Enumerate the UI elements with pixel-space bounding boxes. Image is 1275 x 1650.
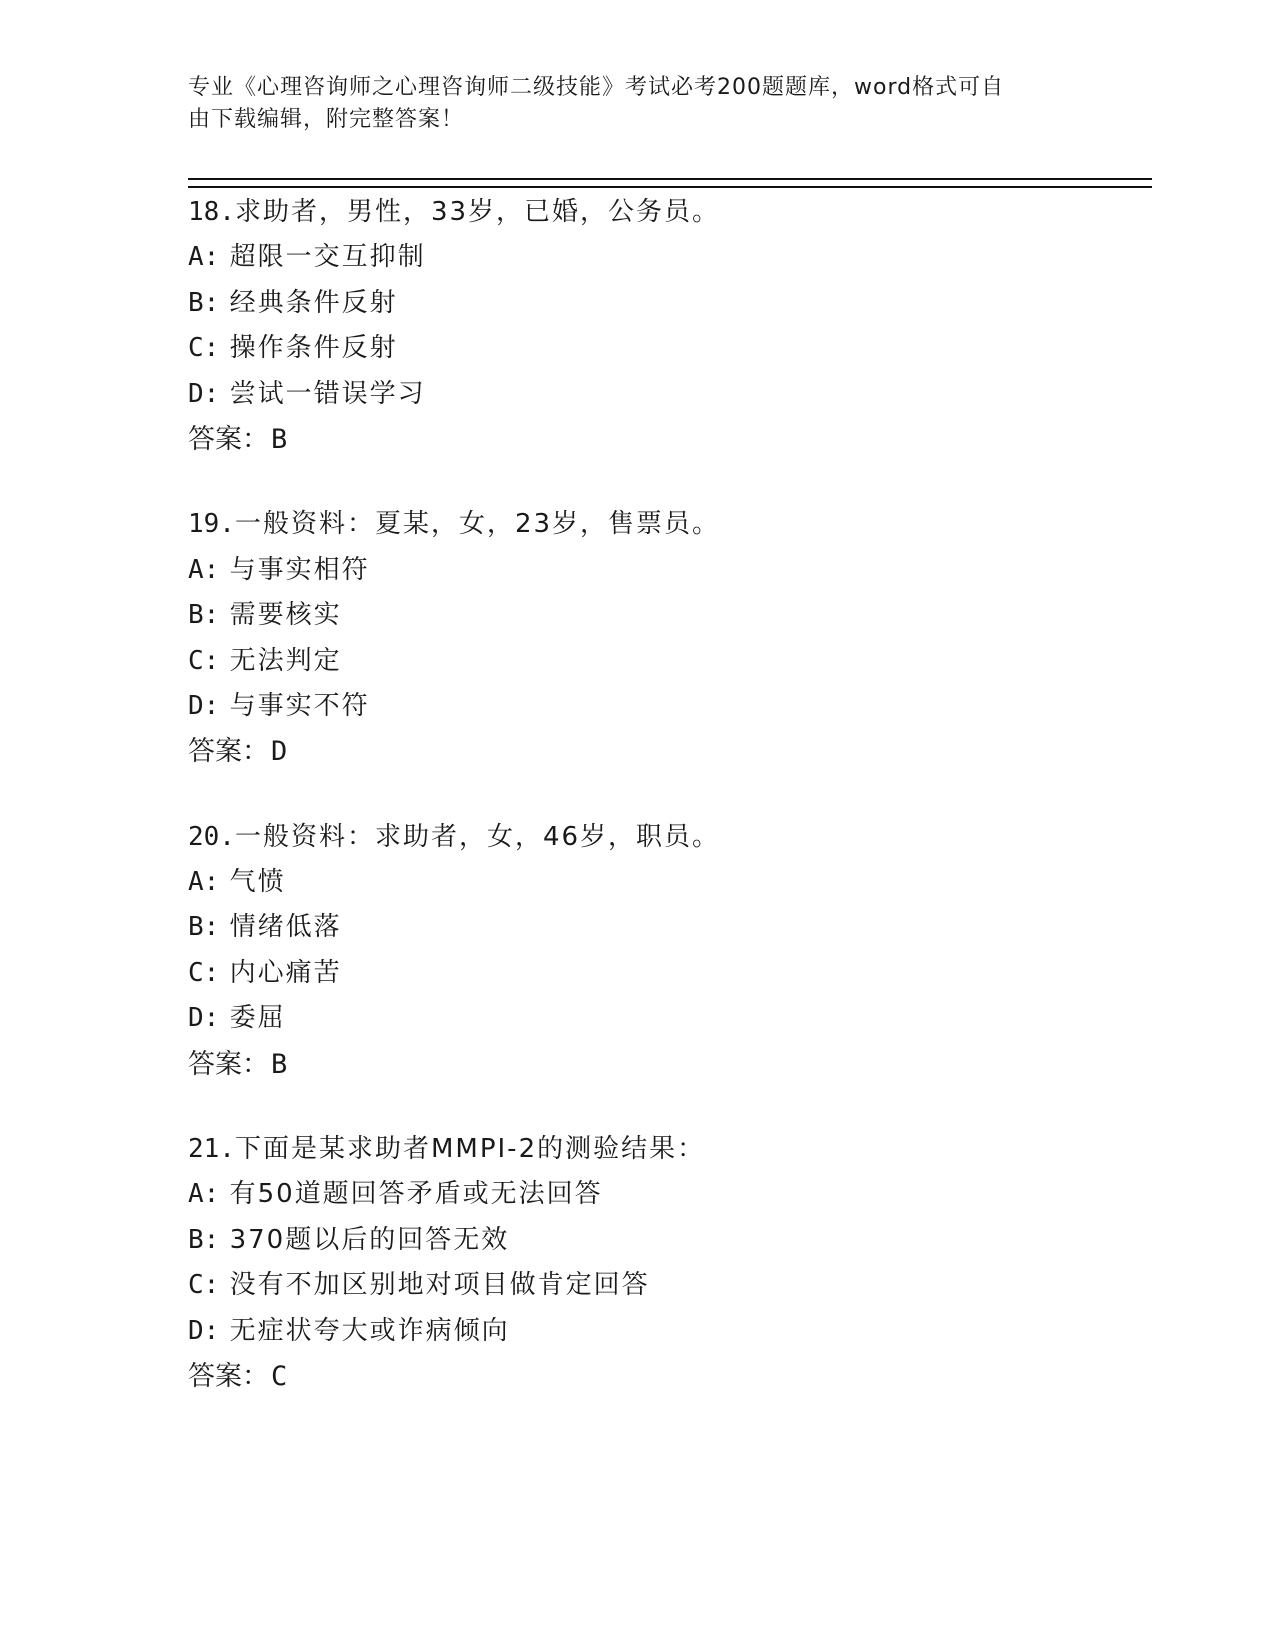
option-a xyxy=(188,860,1152,905)
question-stem xyxy=(188,815,1152,860)
option-text: 需要核实 xyxy=(229,600,342,631)
answer-value: B xyxy=(271,1048,288,1080)
option-key: B: xyxy=(188,287,220,318)
question-text: 一般资料：夏某，女，23岁，售票员。 xyxy=(234,509,721,540)
answer-line xyxy=(188,417,1152,462)
question-21 xyxy=(188,1127,1152,1399)
option-text: 操作条件反射 xyxy=(229,333,398,364)
option-key: D: xyxy=(188,690,220,721)
option-text: 无症状夸大或诈病倾向 xyxy=(229,1315,510,1346)
answer-value: C xyxy=(271,1360,288,1392)
option-key: A: xyxy=(188,554,220,585)
option-text: 气愤 xyxy=(229,867,286,898)
option-a xyxy=(188,1172,1152,1217)
option-key: C: xyxy=(188,957,220,988)
question-number: 18. xyxy=(188,197,235,227)
question-stem xyxy=(188,190,1152,235)
option-key: A: xyxy=(188,867,220,898)
question-18 xyxy=(188,190,1152,462)
option-key: A: xyxy=(188,1179,220,1210)
option-b xyxy=(188,593,1152,638)
answer-label: 答案： xyxy=(188,736,269,768)
question-number: 19. xyxy=(188,509,235,540)
option-text: 内心痛苦 xyxy=(229,957,342,988)
option-text: 经典条件反射 xyxy=(229,287,398,318)
option-key: A: xyxy=(188,242,220,273)
option-text: 委屈 xyxy=(229,1003,286,1034)
question-stem xyxy=(188,502,1152,547)
option-c xyxy=(188,326,1152,371)
option-a xyxy=(188,548,1152,593)
header-title-line-1: 专业《心理咨询师之心理咨询师二级技能》考试必考200题题库，word格式可自 xyxy=(188,75,1005,100)
option-a xyxy=(188,235,1152,280)
option-key: D: xyxy=(188,1315,220,1346)
question-stem xyxy=(188,1127,1152,1172)
option-text: 有50道题回答矛盾或无法回答 xyxy=(229,1179,603,1210)
option-d xyxy=(188,684,1152,729)
option-text: 尝试一错误学习 xyxy=(229,378,426,409)
answer-label: 答案： xyxy=(188,1360,269,1392)
option-text: 超限一交互抑制 xyxy=(229,242,426,273)
header-double-rule xyxy=(188,178,1152,188)
option-text: 没有不加区别地对项目做肯定回答 xyxy=(229,1270,650,1301)
question-19 xyxy=(188,502,1152,774)
answer-line xyxy=(188,1042,1152,1087)
option-b xyxy=(188,1218,1152,1263)
option-b xyxy=(188,281,1152,326)
option-c xyxy=(188,1263,1152,1308)
option-key: B: xyxy=(188,912,220,943)
option-text: 情绪低落 xyxy=(229,912,342,943)
answer-line xyxy=(188,1354,1152,1399)
option-key: B: xyxy=(188,1224,220,1255)
option-d xyxy=(188,996,1152,1041)
option-text: 与事实不符 xyxy=(229,690,370,721)
question-text: 下面是某求助者MMPI-2的测验结果： xyxy=(234,1134,706,1165)
answer-value: B xyxy=(271,423,288,455)
option-key: C: xyxy=(188,333,220,364)
header-title-line-2: 由下载编辑，附完整答案！ xyxy=(188,107,465,132)
option-d xyxy=(188,372,1152,417)
question-number: 21. xyxy=(188,1134,235,1165)
question-text: 求助者，男性，33岁，已婚，公务员。 xyxy=(234,197,721,227)
option-key: B: xyxy=(188,600,220,631)
answer-line xyxy=(188,729,1152,774)
answer-label: 答案： xyxy=(188,1048,269,1080)
option-key: D: xyxy=(188,1003,220,1034)
option-key: D: xyxy=(188,378,220,409)
question-text: 一般资料：求助者，女，46岁，职员。 xyxy=(234,821,721,852)
option-text: 无法判定 xyxy=(229,645,342,676)
document-header xyxy=(188,72,1088,136)
answer-value: D xyxy=(271,736,288,768)
question-list xyxy=(188,190,1152,1439)
option-c xyxy=(188,639,1152,684)
option-d xyxy=(188,1309,1152,1354)
option-text: 与事实相符 xyxy=(229,554,370,585)
answer-label: 答案： xyxy=(188,423,269,455)
option-c xyxy=(188,951,1152,996)
option-text: 370题以后的回答无效 xyxy=(229,1224,510,1255)
option-key: C: xyxy=(188,645,220,676)
option-key: C: xyxy=(188,1270,220,1301)
option-b xyxy=(188,905,1152,950)
question-20 xyxy=(188,815,1152,1087)
question-number: 20. xyxy=(188,821,235,852)
